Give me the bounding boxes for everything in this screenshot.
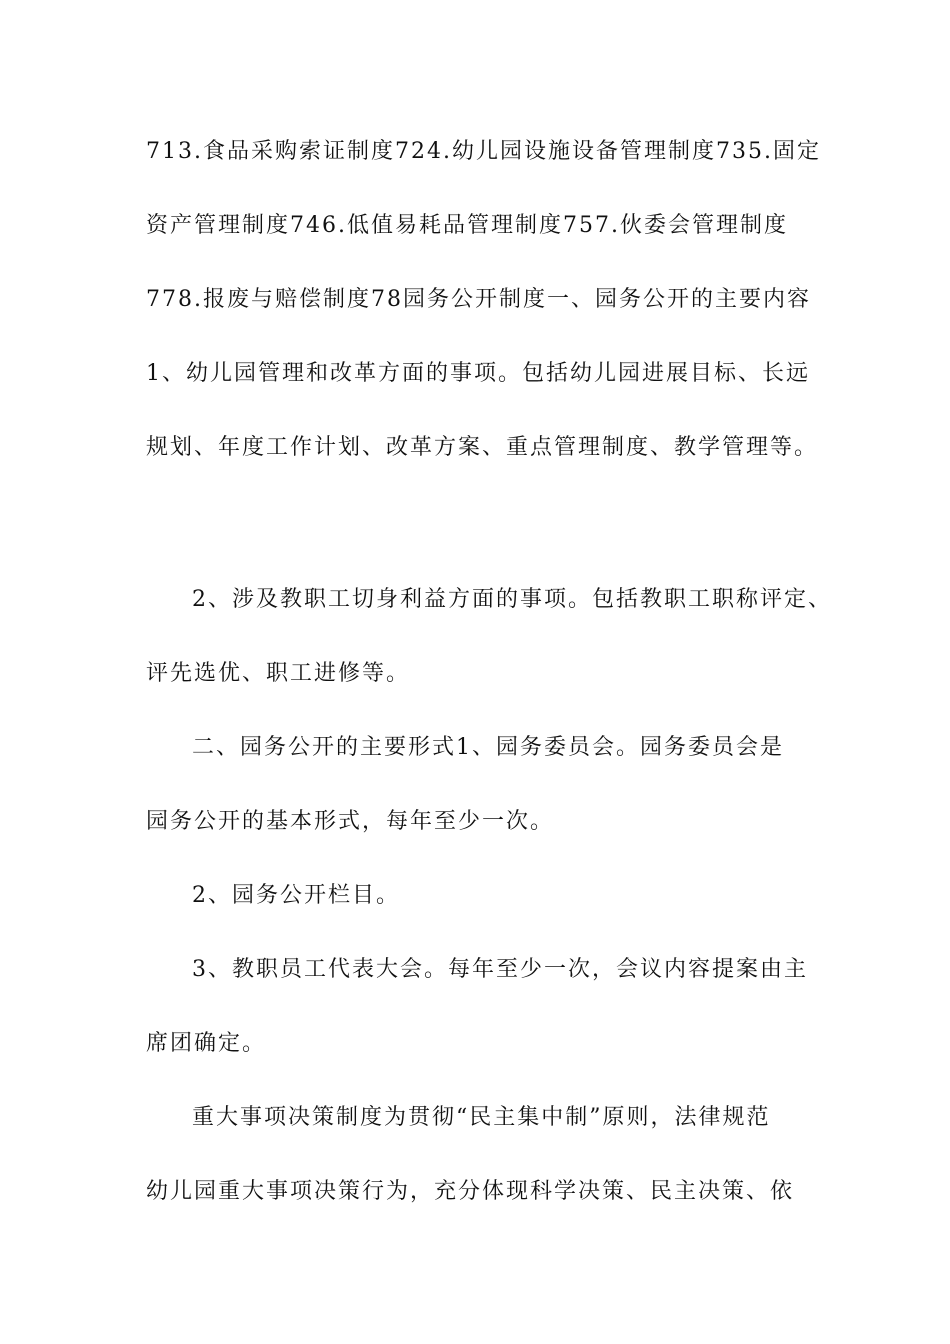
text-line: 1、幼儿园管理和改革方面的事项。包括幼儿园进展目标、长远 (146, 361, 810, 386)
text-line: 2、园务公开栏目。 (192, 883, 400, 908)
text-line: 规划、年度工作计划、改革方案、重点管理制度、教学管理等。 (146, 435, 819, 460)
text-line: 资产管理制度746.低值易耗品管理制度757.伙委会管理制度 (146, 213, 788, 238)
text-line: 幼儿园重大事项决策行为，充分体现科学决策、民主决策、依 (146, 1179, 795, 1204)
text-line: 3、教职员工代表大会。每年至少一次，会议内容提案由主 (192, 957, 808, 982)
text-line: 席团确定。 (146, 1031, 267, 1056)
text-line: 2、涉及教职工切身利益方面的事项。包括教职工职称评定、 (192, 587, 832, 612)
text-line: 评先选优、职工进修等。 (146, 661, 411, 686)
text-line: 713.食品采购索证制度724.幼儿园设施设备管理制度735.固定 (146, 139, 821, 164)
text-line: 778.报废与赔偿制度78园务公开制度一、园务公开的主要内容 (146, 287, 811, 312)
text-line: 二、园务公开的主要形式1、园务委员会。园务委员会是 (192, 735, 784, 760)
text-line: 园务公开的基本形式，每年至少一次。 (146, 809, 555, 834)
text-line: 重大事项决策制度为贯彻“民主集中制”原则，法律规范 (192, 1105, 771, 1130)
